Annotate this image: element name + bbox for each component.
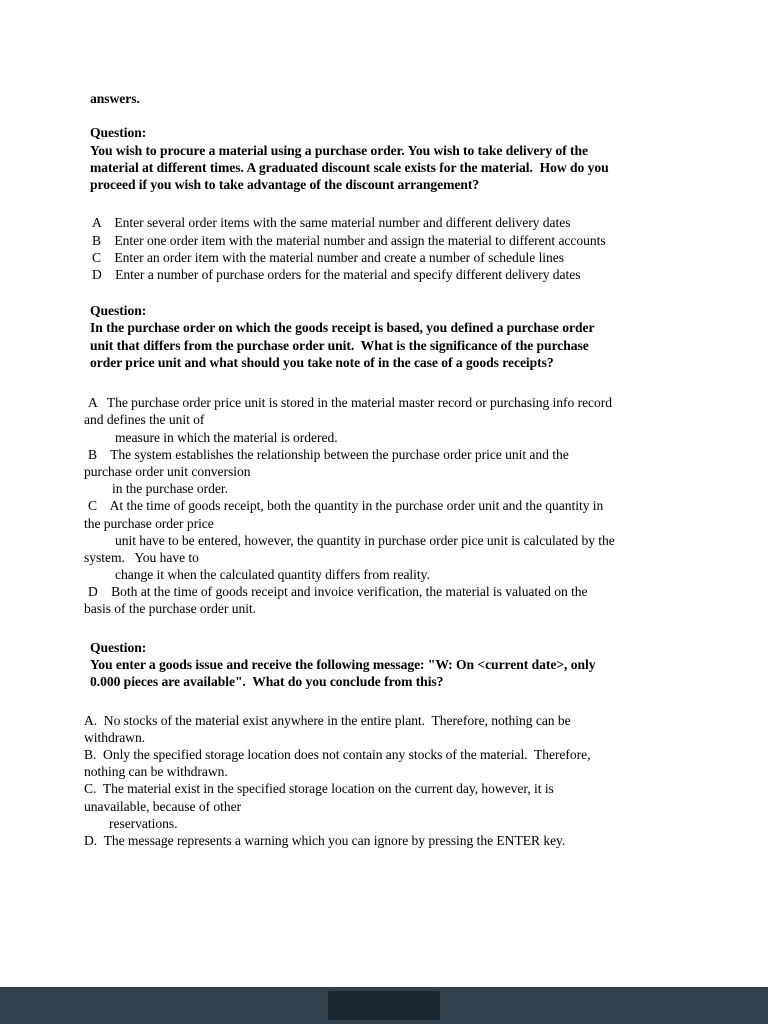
doc-line: Question: bbox=[90, 303, 147, 319]
doc-line: proceed if you wish to take advantage of the discount arrangement? bbox=[90, 176, 480, 192]
doc-line: unavailable, because of other bbox=[84, 798, 242, 814]
doc-line: system. You have to bbox=[84, 549, 199, 565]
doc-line: Question: bbox=[90, 639, 147, 655]
doc-line: material at different times. A graduated discount scale exists for the material. How do you bbox=[90, 159, 609, 175]
viewer-footer-bar bbox=[0, 987, 768, 1024]
doc-line: unit that differs from the purchase order unit. What is the significance of the purchase bbox=[90, 337, 589, 353]
doc-line: You enter a goods issue and receive the following message: "W: On <current date>, only bbox=[90, 657, 596, 672]
doc-line: nothing can be withdrawn. bbox=[84, 764, 228, 780]
doc-line bbox=[84, 371, 694, 388]
doc-line: D Enter a number of purchase orders for the material and specify different delivery dates bbox=[92, 266, 581, 282]
doc-line: order price unit and what should you take note of in the case of a goods receipts? bbox=[90, 354, 554, 370]
document-page bbox=[84, 90, 694, 849]
doc-line: in the purchase order. bbox=[112, 481, 228, 497]
doc-line: 0.000 pieces are available". What do you conclude from this? bbox=[90, 674, 444, 690]
doc-line bbox=[84, 283, 694, 300]
doc-line: B The system establishes the relationship between the purchase order price unit and the bbox=[88, 446, 569, 462]
doc-line: C At the time of goods receipt, both the quantity in the purchase order unit and the quantity in bbox=[88, 498, 604, 514]
doc-line: D Both at the time of goods receipt and invoice verification, the material is valuated on the bbox=[88, 584, 588, 600]
doc-line: A. No stocks of the material exist anywhere in the entire plant. Therefore, nothing can be bbox=[84, 712, 571, 728]
doc-line bbox=[84, 107, 694, 124]
doc-line: You wish to procure a material using a purchase order. You wish to take delivery of the bbox=[90, 142, 588, 158]
doc-line bbox=[84, 618, 694, 635]
doc-line: answers. bbox=[90, 91, 140, 106]
doc-line: In the purchase order on which the goods receipt is based, you defined a purchase order bbox=[90, 320, 595, 336]
doc-line: the purchase order price bbox=[84, 515, 214, 531]
doc-line: withdrawn. bbox=[84, 729, 146, 745]
doc-line: A The purchase order price unit is stored in the material master record or purchasing info record bbox=[88, 395, 613, 411]
footer-center-button[interactable] bbox=[328, 991, 440, 1020]
doc-line: D. The message represents a warning which you can ignore by pressing the ENTER key. bbox=[84, 832, 566, 848]
doc-line: basis of the purchase order unit. bbox=[84, 601, 256, 617]
doc-line: C Enter an order item with the material number and create a number of schedule lines bbox=[92, 249, 565, 265]
doc-line: reservations. bbox=[109, 815, 178, 831]
doc-line: and defines the unit of bbox=[84, 412, 205, 428]
doc-line: C. The material exist in the specified storage location on the current day, however, it is bbox=[84, 781, 554, 797]
doc-line bbox=[84, 690, 694, 707]
doc-line: A Enter several order items with the same material number and different delivery dates bbox=[92, 215, 571, 231]
doc-line: change it when the calculated quantity differs from reality. bbox=[115, 567, 430, 583]
doc-line: B Enter one order item with the material number and assign the material to different accounts bbox=[92, 232, 606, 248]
doc-line: purchase order unit conversion bbox=[84, 463, 251, 479]
doc-line: B. Only the specified storage location does not contain any stocks of the material. Therefore, bbox=[84, 746, 591, 762]
doc-line: measure in which the material is ordered. bbox=[115, 429, 338, 445]
doc-line: Question: bbox=[90, 125, 147, 141]
doc-line bbox=[84, 193, 694, 210]
doc-line: unit have to be entered, however, the quantity in purchase order pice unit is calculated by the bbox=[115, 532, 615, 548]
